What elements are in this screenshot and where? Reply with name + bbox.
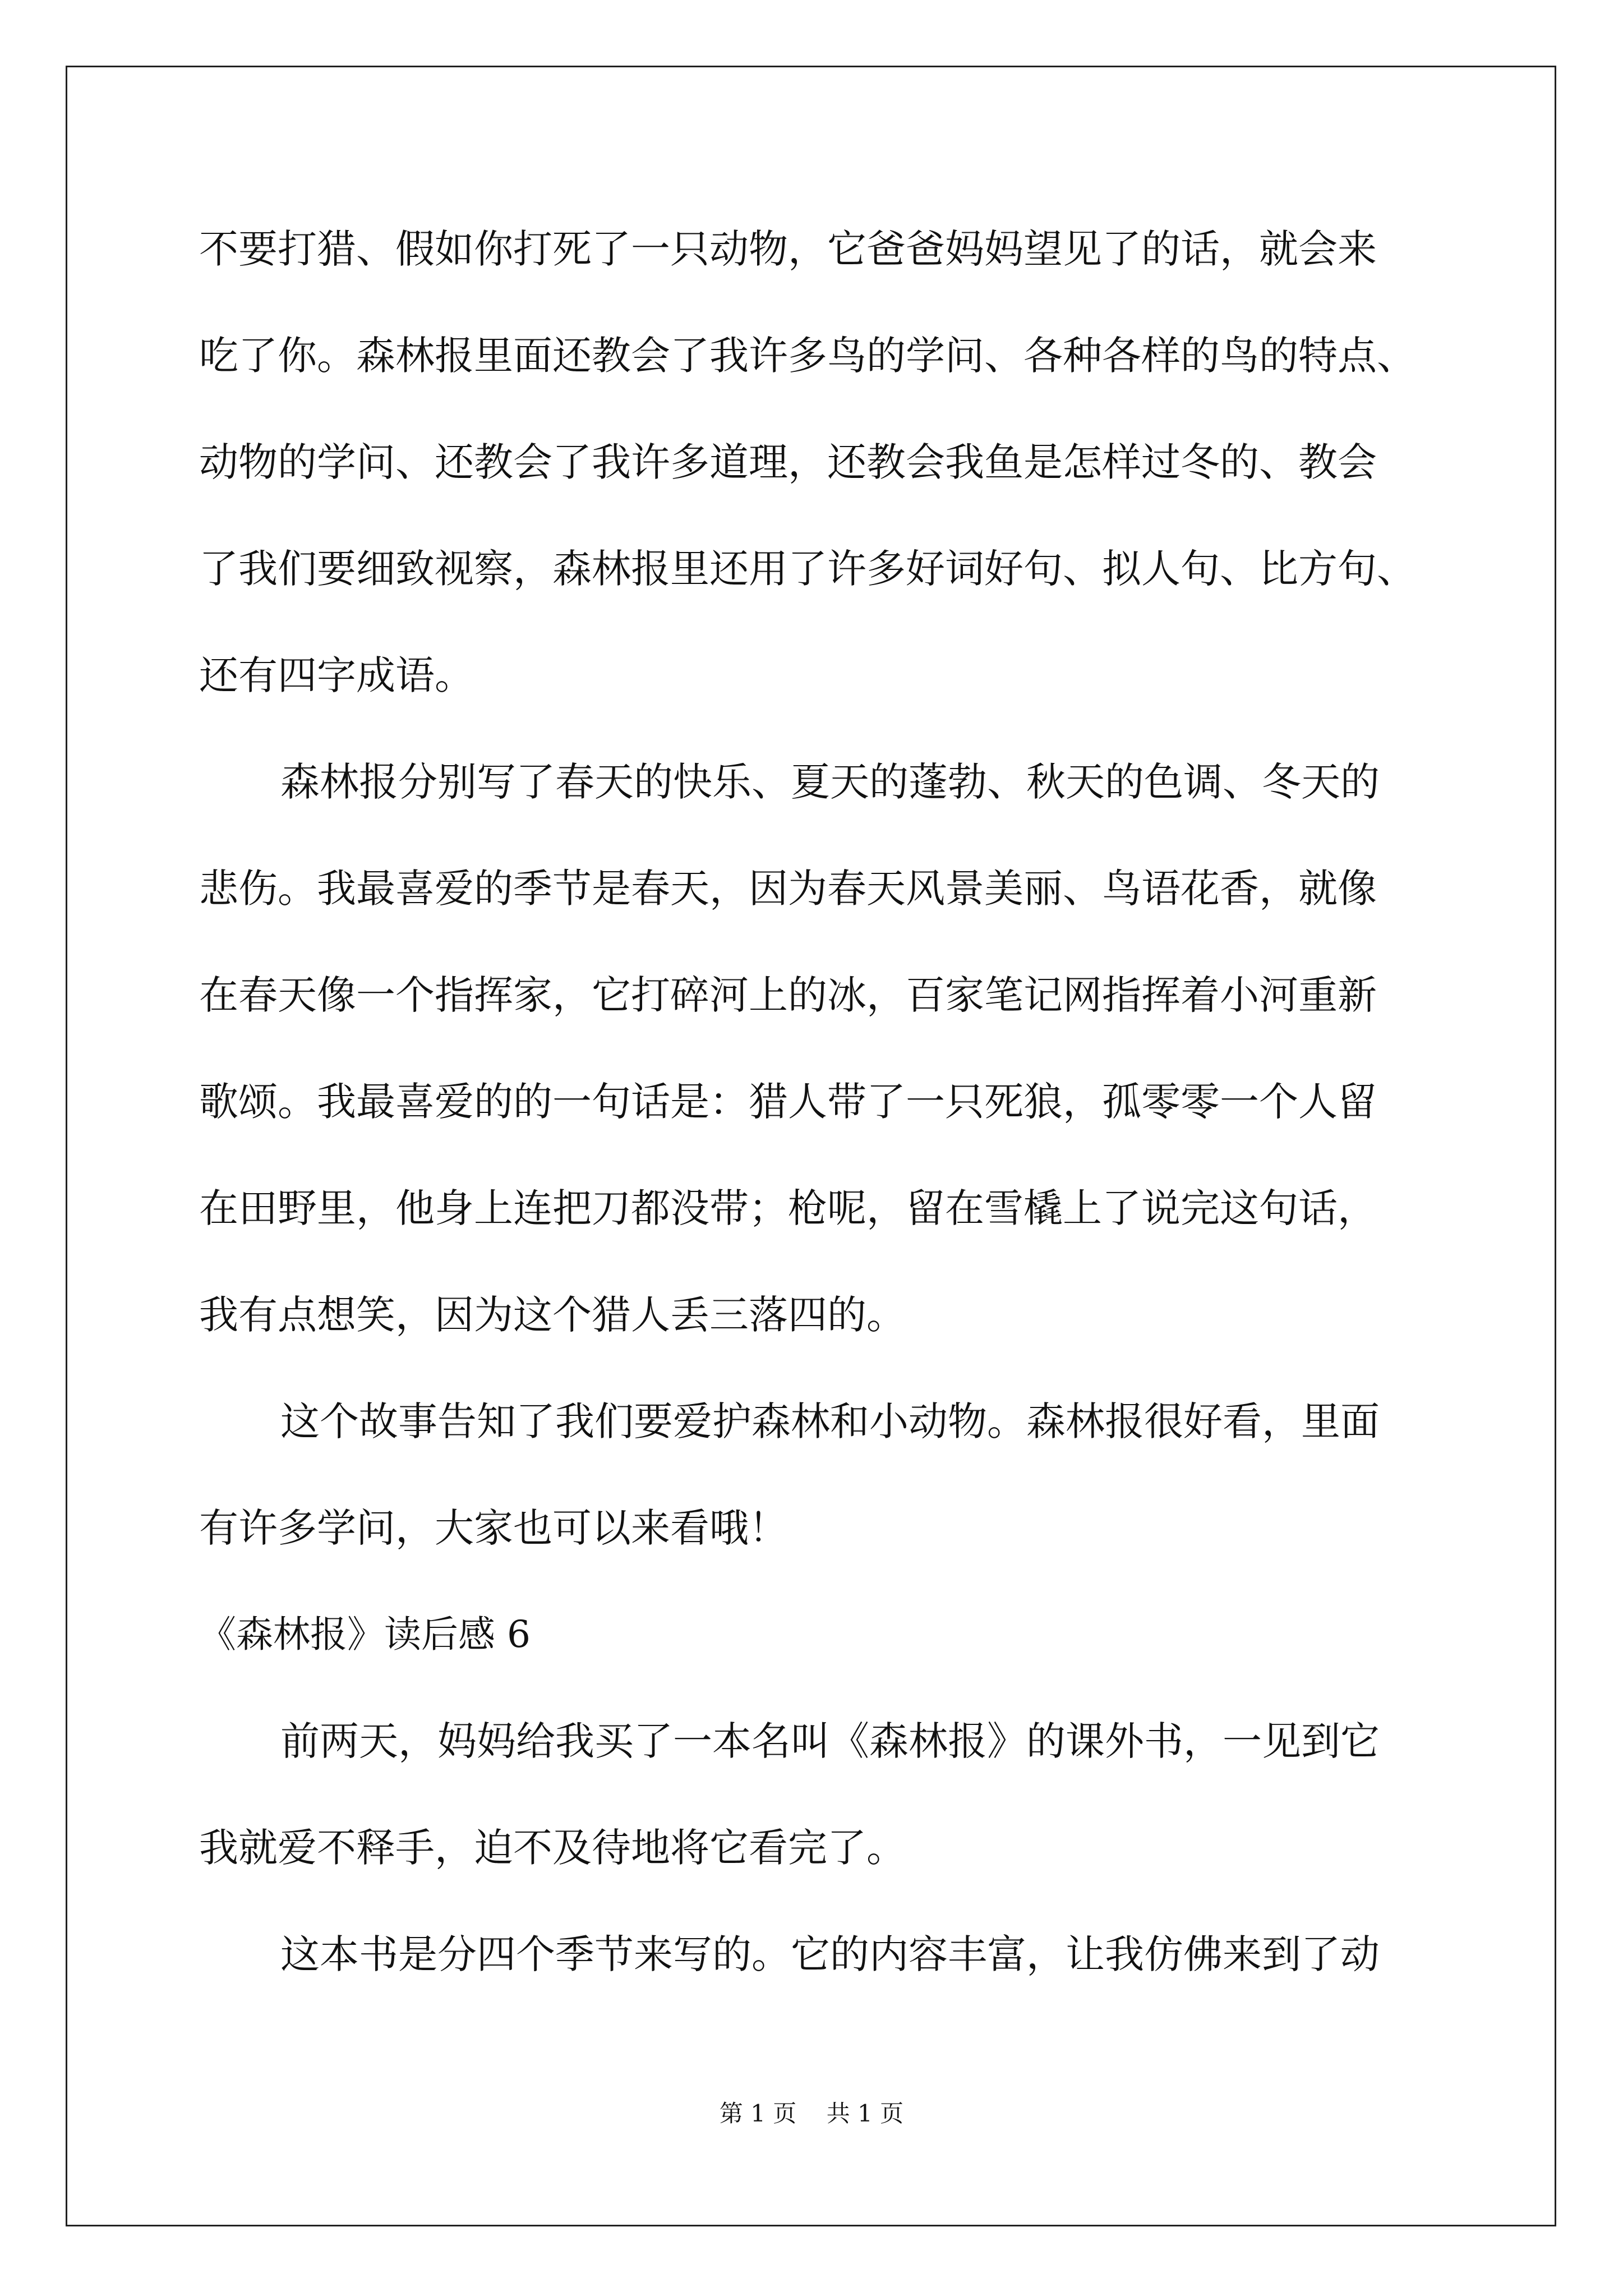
page-number-footer: 第 1 页 共 1 页 <box>719 2100 904 2127</box>
text-line-4: 了我们要细致视察，森林报里还用了许多好词好句、拟人句、比方句、 <box>199 546 1416 592</box>
text-line-8: 在春天像一个指挥家，它打碎河上的冰，百家笔记网指挥着小河重新 <box>199 972 1377 1018</box>
text-line-11: 我有点想笑，因为这个猎人丢三落四的。 <box>199 1292 906 1338</box>
text-line-9: 歌颂。我最喜爱的的一句话是：猎人带了一只死狼，孤零零一个人留 <box>199 1079 1377 1125</box>
text-line-13: 有许多学问，大家也可以来看哦！ <box>199 1505 788 1551</box>
text-line-2: 吃了你。森林报里面还教会了我许多鸟的学问、各种各样的鸟的特点、 <box>199 333 1416 379</box>
page-border <box>66 66 1556 2226</box>
paragraph-start-line: 这本书是分四个季节来写的。它的内容丰富，让我仿佛来到了动 <box>280 1931 1380 1977</box>
text-line-1: 不要打猎、假如你打死了一只动物，它爸爸妈妈望见了的话，就会来 <box>199 226 1377 272</box>
text-line-7: 悲伤。我最喜爱的季节是春天，因为春天风景美丽、鸟语花香，就像 <box>199 866 1377 912</box>
text-line-15: 我就爱不释手，迫不及待地将它看完了。 <box>199 1825 906 1871</box>
text-line-10: 在田野里，他身上连把刀都没带；枪呢，留在雪橇上了说完这句话， <box>199 1185 1377 1231</box>
paragraph-start-line: 前两天，妈妈给我买了一本名叫《森林报》的课外书，一见到它 <box>280 1718 1380 1764</box>
paragraph-start-line: 这个故事告知了我们要爱护森林和小动物。森林报很好看，里面 <box>280 1398 1380 1444</box>
section-heading: 《森林报》读后感 6 <box>199 1613 531 1656</box>
text-line-5: 还有四字成语。 <box>199 652 474 698</box>
text-line-3: 动物的学问、还教会了我许多道理，还教会我鱼是怎样过冬的、教会 <box>199 439 1377 485</box>
paragraph-start-line: 森林报分别写了春天的快乐、夏天的蓬勃、秋天的色调、冬天的 <box>280 759 1380 805</box>
